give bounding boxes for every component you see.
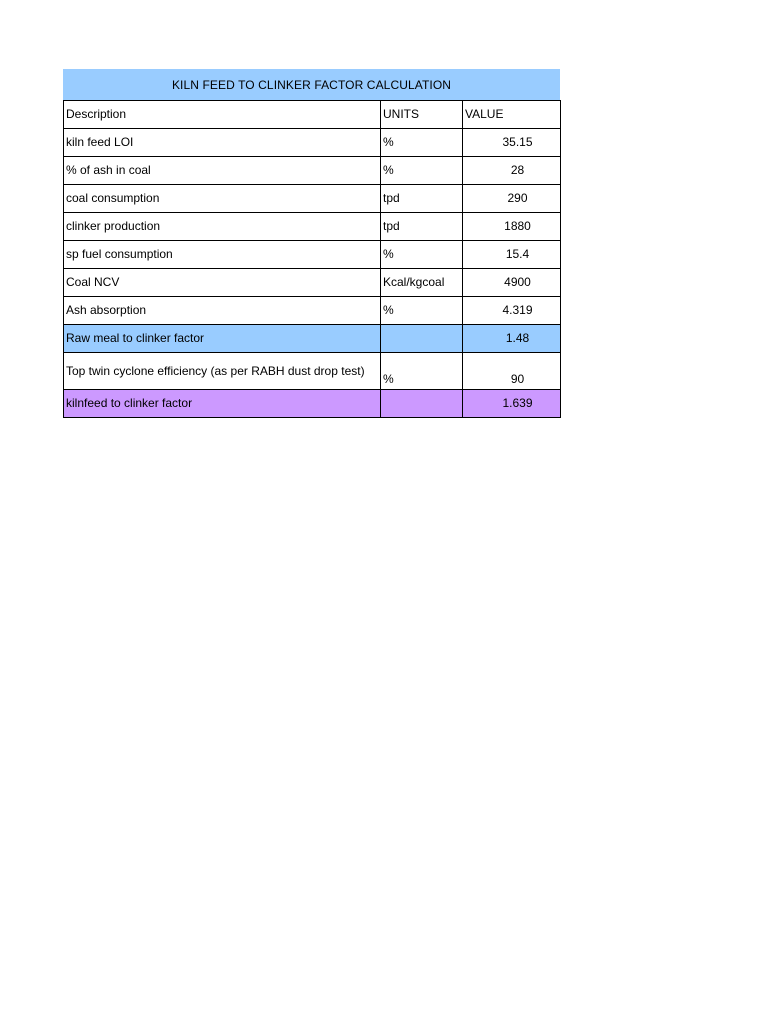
cell-description[interactable]: Ash absorption [64,297,381,325]
cell-value[interactable]: 290 [463,185,561,213]
table-row [64,241,561,269]
header-description[interactable]: Description [64,101,381,129]
cell-units[interactable] [381,390,463,418]
header-value[interactable]: VALUE [463,101,561,129]
cell-units[interactable]: % [381,129,463,157]
cell-description[interactable]: Coal NCV [64,269,381,297]
cell-units[interactable]: % [381,297,463,325]
cell-value[interactable]: 4.319 [463,297,561,325]
cell-units[interactable] [381,325,463,353]
table-row [64,353,561,390]
table-row [64,213,561,241]
cell-description[interactable]: Raw meal to clinker factor [64,325,381,353]
cell-description[interactable]: Top twin cyclone efficiency (as per RABH dust drop test) [64,353,381,390]
cell-description[interactable]: % of ash in coal [64,157,381,185]
table-row [64,129,561,157]
cell-description[interactable]: coal consumption [64,185,381,213]
calculation-table [63,100,561,418]
cell-units[interactable]: tpd [381,185,463,213]
table-row [64,297,561,325]
sheet-title: KILN FEED TO CLINKER FACTOR CALCULATION [63,69,560,100]
spreadsheet [63,69,560,418]
cell-value[interactable]: 1.639 [463,390,561,418]
cell-units[interactable]: % [381,157,463,185]
cell-value[interactable]: 15.4 [463,241,561,269]
table-row-highlight-blue [64,325,561,353]
header-units[interactable]: UNITS [381,101,463,129]
header-row [64,101,561,129]
cell-units[interactable]: % [381,353,463,390]
cell-description[interactable]: kiln feed LOI [64,129,381,157]
cell-description[interactable]: kilnfeed to clinker factor [64,390,381,418]
cell-units[interactable]: tpd [381,213,463,241]
cell-value[interactable]: 28 [463,157,561,185]
table-row [64,157,561,185]
cell-value[interactable]: 1.48 [463,325,561,353]
cell-value[interactable]: 1880 [463,213,561,241]
cell-units[interactable]: % [381,241,463,269]
cell-value[interactable]: 35.15 [463,129,561,157]
table-row [64,269,561,297]
cell-description[interactable]: sp fuel consumption [64,241,381,269]
cell-value[interactable]: 90 [463,353,561,390]
table-row-highlight-violet [64,390,561,418]
cell-value[interactable]: 4900 [463,269,561,297]
cell-units[interactable]: Kcal/kgcoal [381,269,463,297]
cell-description[interactable]: clinker production [64,213,381,241]
table-row [64,185,561,213]
